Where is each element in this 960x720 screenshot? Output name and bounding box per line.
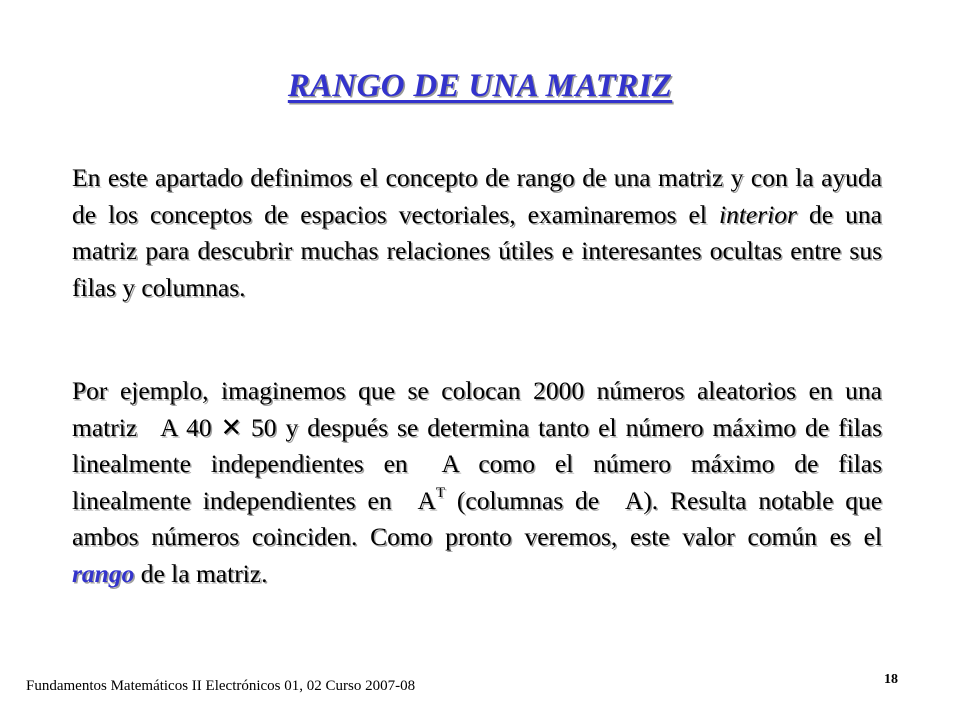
- footer-course-label: Fundamentos Matemáticos II Electrónicos 01, 02 Curso 2007-08: [26, 678, 416, 694]
- matrix-dimensions: A 40 ✕ 50: [160, 412, 277, 442]
- para1-italic-word: interior: [718, 199, 797, 229]
- paragraph-intro: [72, 160, 882, 306]
- slide-title: RANGO DE UNA MATRIZ: [287, 68, 673, 104]
- emphasized-term-rango: rango: [72, 558, 135, 588]
- paragraph-example: [72, 373, 882, 593]
- para2-text-1: Por ejemplo, imaginemos que se colocan 2000 números aleatorios en una matriz: [72, 376, 882, 442]
- para2-text-6: de la matriz.: [140, 558, 268, 588]
- transpose-superscript: T: [435, 485, 446, 502]
- matrix-var-a: A: [441, 449, 459, 479]
- matrix-var-a-2: A: [624, 485, 644, 515]
- para1-text-start: En este apartado definimos el concepto de rango de una matriz y con la ayuda de los conceptos de espacios vectoriales, examinaremos el: [72, 163, 882, 229]
- para2-text-4: (columnas de: [456, 485, 600, 515]
- matrix-var-a-transpose: A: [417, 485, 436, 515]
- para2-text-2: y después se determina tanto el número máximo de filas linealmente independientes en: [72, 412, 882, 479]
- para1-text-end: de una matriz para descubrir muchas relaciones útiles e interesantes ocultas entre sus filas y columnas.: [72, 199, 882, 302]
- para2-text-5: ). Resulta notable que ambos números coinciden. Como pronto veremos, este valor común es el: [72, 485, 883, 552]
- page-number: 18: [884, 672, 898, 687]
- para2-text-3: como el número máximo de filas linealmente independientes en: [72, 449, 883, 515]
